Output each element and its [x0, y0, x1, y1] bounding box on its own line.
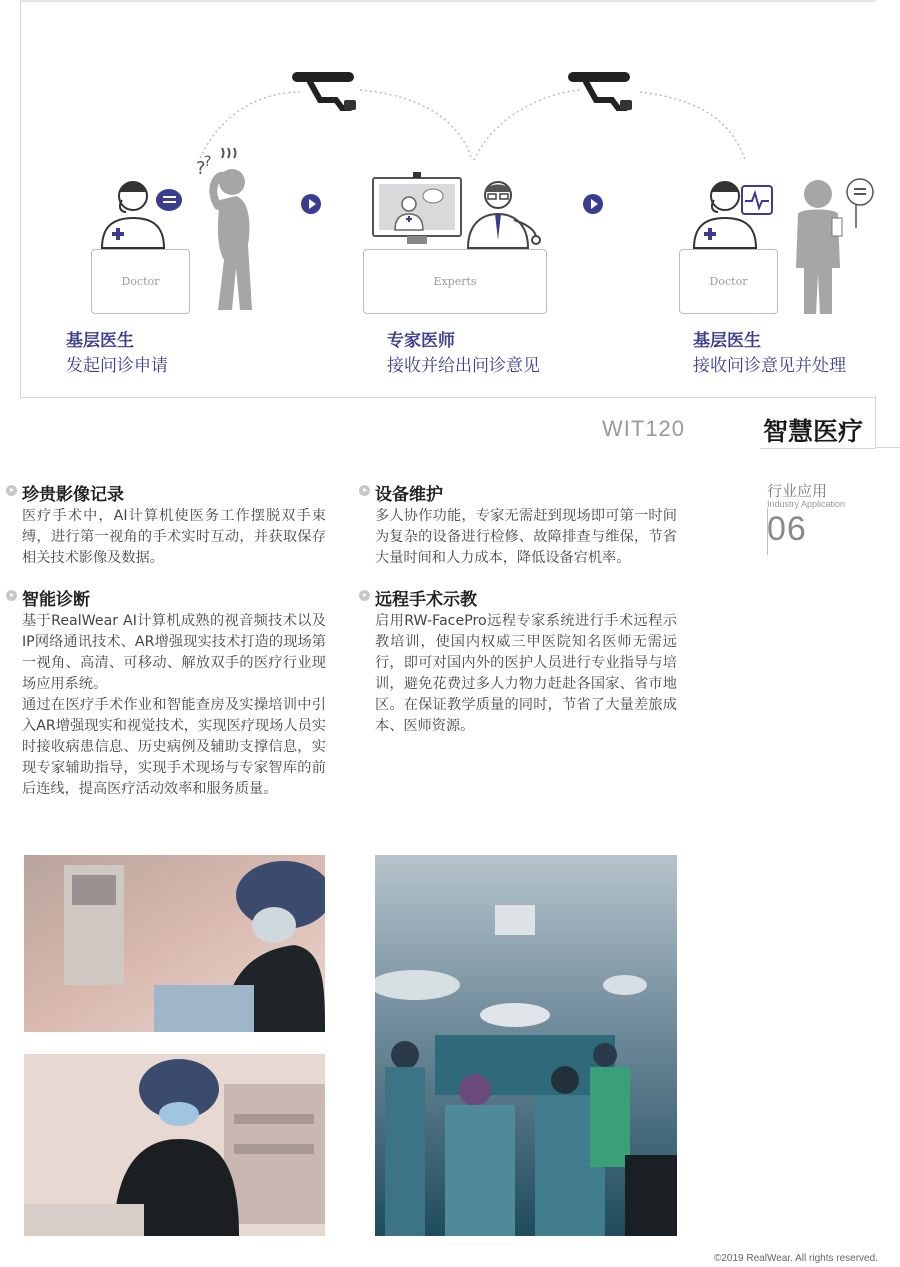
page-title: 智慧医疗: [763, 417, 864, 446]
step-role: 基层医生: [66, 331, 134, 351]
doctor-desk-box: [91, 249, 190, 314]
doctor-desk-box: [679, 249, 778, 314]
section-heading-row: [6, 585, 326, 611]
step-caption: [387, 326, 540, 376]
bullet-icon: [359, 590, 370, 601]
expert-doctor-icon: [468, 182, 540, 248]
step-caption: [66, 326, 168, 376]
copyright: ©2019 RealWear. All rights reserved.: [714, 1253, 878, 1264]
step-caption: [693, 326, 846, 376]
arc-left-1: [200, 92, 300, 158]
bullet-icon: [359, 485, 370, 496]
section-heading: 远程手术示教: [375, 590, 477, 610]
section-heading: 珍贵影像记录: [22, 485, 124, 505]
section-heading-row: [6, 480, 326, 506]
step-action: 接收并给出问诊意见: [387, 356, 540, 376]
bullet-icon: [6, 485, 17, 496]
patient-figure-icon: [196, 148, 252, 310]
model-name: WIT120: [602, 416, 686, 441]
bullet-icon: [6, 590, 17, 601]
section-paragraph: 基于RealWear AI计算机成熟的视音频技术以及IP网络通讯技术、AR增强现实技术打造的现场第一视角、高清、可移动、解放双手的医疗行业现场应用系统。: [22, 613, 326, 692]
right-column: [359, 480, 677, 737]
headset-icon: [292, 72, 356, 110]
left-column: [6, 480, 326, 800]
play-arrow-icon: [301, 194, 321, 214]
arc-left-2: [360, 90, 472, 160]
section-paragraph: 医疗手术中，AI计算机使医务工作摆脱双手束缚，进行第一视角的手术实时互动，并获取保存相关技术影像及数据。: [22, 508, 326, 566]
step-role: 专家医师: [387, 331, 455, 351]
section-heading: 设备维护: [375, 485, 443, 505]
experts-desk-label: Experts: [433, 275, 477, 288]
operating-room-photo: [375, 855, 677, 1236]
arc-right-2: [640, 92, 745, 160]
title-frame: [760, 395, 876, 449]
chat-bubble-icon: [156, 189, 182, 211]
step-role: 基层医生: [693, 331, 761, 351]
speech-bubble-icon: [847, 179, 873, 228]
section-heading-row: [359, 480, 677, 506]
surgery-photo-1: [24, 855, 325, 1032]
section-heading: 智能诊断: [22, 590, 90, 610]
video-monitor-icon: [373, 172, 461, 244]
section-paragraph: 通过在医疗手术作业和智能查房及实操培训中引入AR增强现实和视觉技术，实现医疗现场人员实时接收病患信息、历史病例及辅助支撑信息，实现专家辅助指导，实现手术现场与专家智库的前后连线，提高医疗活动效率和服务质量。: [22, 697, 326, 797]
arc-right-1: [474, 90, 580, 160]
section-paragraph: 多人协作功能，专家无需赶到现场即可第一时间为复杂的设备进行检修、故障排查与维保，节省大量时间和人力成本，降低设备宕机率。: [375, 508, 677, 566]
experts-desk-box: [363, 249, 547, 314]
svg-text:?: ?: [204, 154, 212, 170]
section-label: 行业应用: [767, 482, 828, 500]
headset-icon: [568, 72, 632, 110]
play-arrow-icon: [583, 194, 603, 214]
patient-figure-icon: [796, 180, 842, 314]
svg-text:?: ?: [196, 158, 206, 179]
section-heading-row: [359, 585, 677, 611]
heart-monitor-icon: [742, 186, 772, 214]
doctor-desk-label: Doctor: [709, 275, 748, 288]
section-number: 06: [767, 510, 807, 548]
step-action: 接收问诊意见并处理: [693, 356, 846, 376]
divider: [875, 447, 900, 448]
section-sublabel: Industry Application: [767, 499, 846, 509]
surgery-photo-2: [24, 1054, 325, 1236]
step-action: 发起问诊申请: [66, 356, 168, 376]
section-paragraph: 启用RW-FacePro远程专家系统进行手术远程示教培训，使国内权威三甲医院知名医师无需远行，即可对国内外的医护人员进行专业指导与培训，避免花费过多人力物力赶赴各国家、省市地区。在保证教学质量的同时，节省了大量差旅成本、医师资源。: [375, 613, 677, 734]
doctor-figure-icon: [102, 182, 164, 248]
doctor-desk-label: Doctor: [121, 275, 160, 288]
